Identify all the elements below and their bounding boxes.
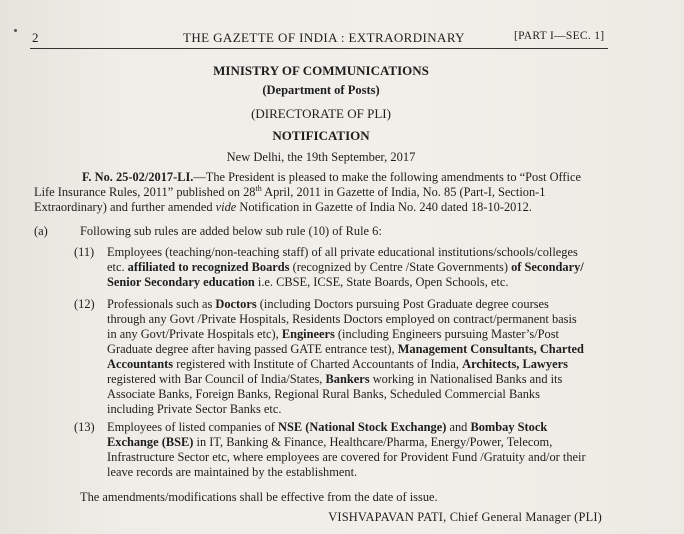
intro-line-3: Extraordinary) and further amended vide Notification in Gazette of India No. 240 dated 18-10-2012. [34, 200, 532, 214]
intro-paragraph [34, 170, 604, 215]
file-number: F. No. 25-02/2017-LI. [82, 170, 194, 184]
department-heading: (Department of Posts) [262, 83, 380, 97]
page-header [0, 18, 684, 45]
gazette-part: [PART I—SEC. 1] [514, 30, 605, 42]
rule-12-text: Professionals such as Doctors (including Doctors pursuing Post Graduate degree courses through any Govt /Private Hospitals, Residents Doctors employed on contract/permanent basis in any Govt/Private Hospitals etc), Engineers (including Engineers pursuing Master’s/Post Graduate degree after having passed GATE entrance test), Management Consultants, Charted Accountants registered with Institute of Charted Accountants of India, Architects, Lawyers registered with Bar Council of India/States, Bankers working in Nationalised Banks and its Associate Banks, Foreign Banks, Regional Rural Banks, Scheduled Commercial Banks including Private Sector Banks etc. [107, 297, 584, 416]
notification-title: NOTIFICATION [272, 128, 370, 143]
header-rule [30, 48, 608, 49]
rule-11-number: (11) [74, 245, 95, 259]
clause-a-label: (a) [34, 224, 48, 238]
rule-13-number: (13) [74, 420, 95, 434]
page-number: 2 [32, 30, 39, 45]
rule-12-number: (12) [74, 297, 95, 311]
rule-11-text: Employees (teaching/non-teaching staff) of all private educational institutions/schools/colleges etc. affiliated to recognized Boards (recognized by Centre /State Governments) of Secondary/ Senior Secondary education i.e. CBSE, ICSE, State Boards, Open Schools, etc. [107, 245, 584, 289]
intro-line-1: F. No. 25-02/2017-LI.—The President is pleased to make the following amendments to “Post Office [82, 170, 581, 184]
clause-a-text: Following sub rules are added below sub rule (10) of Rule 6: [80, 224, 382, 238]
gazette-title: THE GAZETTE OF INDIA : EXTRAORDINARY [183, 30, 465, 45]
rule-13-text: Employees of listed companies of NSE (National Stock Exchange) and Bombay Stock Exchange (BSE) in IT, Banking & Finance, Healthcare/Pharma, Energy/Power, Telecom, Infrastructure Sector etc, where employees are covered for Provident Fund /Gratuity and/or their leave records are maintained by the establishment. [107, 420, 586, 479]
intro-line-2: Life Insurance Rules, 2011” published on 28th April, 2011 in Gazette of India, No. 85 (Part-I, Section-1 [34, 183, 546, 199]
signatory: VISHVAPAVAN PATI, Chief General Manager (PLI) [328, 510, 602, 524]
effective-statement: The amendments/modifications shall be effective from the date of issue. [80, 490, 438, 504]
ministry-heading: MINISTRY OF COMMUNICATIONS [213, 63, 429, 78]
place-date: New Delhi, the 19th September, 2017 [226, 150, 416, 164]
directorate-heading: (DIRECTORATE OF PLI) [251, 106, 391, 121]
